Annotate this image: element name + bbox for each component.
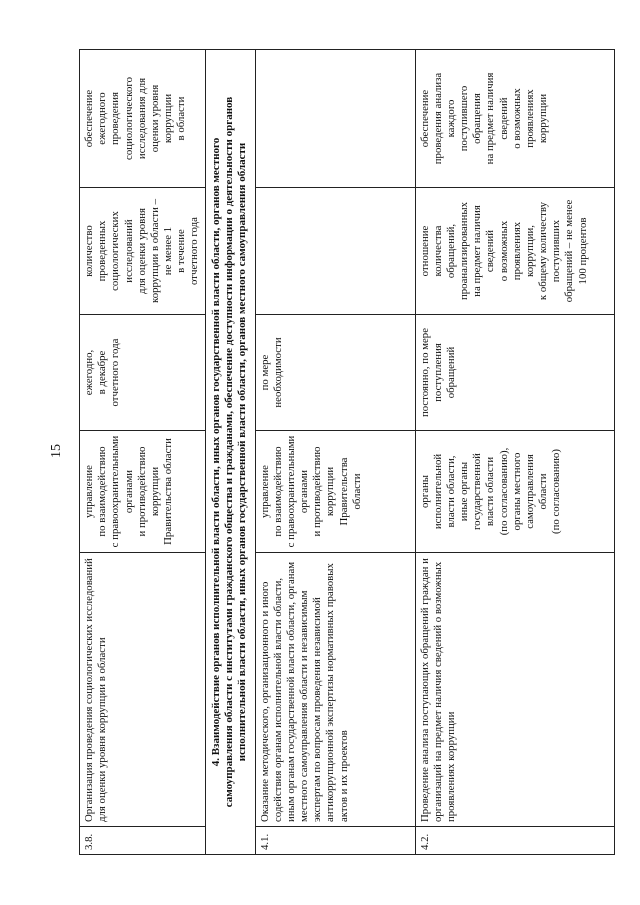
- deadline-cell: по мере необходимости: [255, 315, 415, 431]
- result-cell: [255, 50, 415, 188]
- table-row-3-8: [80, 50, 206, 855]
- deadline-cell: постоянно, по мере поступления обращений: [415, 315, 614, 431]
- measures-table: [79, 49, 615, 855]
- executor-cell: управление по взаимодействию с правоохранительными органами и противодействию коррупции Правительства области: [255, 431, 415, 553]
- measure-text: Организация проведения социологических исследований для оценки уровня коррупции в области: [80, 553, 206, 827]
- measure-text: Проведение анализа поступающих обращений граждан и организаций на предмет наличия сведений о возможных проявлениях коррупции: [415, 553, 614, 827]
- table-row-4-1: [255, 50, 415, 855]
- deadline-cell: ежегодно, в декабре отчетного года: [80, 315, 206, 431]
- row-number: 3.8.: [80, 827, 206, 855]
- result-cell: обеспечение проведения анализа каждого поступившего обращения на предмет наличия сведений о возможных проявлениях коррупции: [415, 50, 614, 188]
- row-number: 4.2.: [415, 827, 614, 855]
- executor-cell: управление по взаимодействию с правоохранительными органами и противодействию коррупции Правительства области: [80, 431, 206, 553]
- indicator-cell: количество проведенных социологических исследований для оценки уровня коррупции в области – не менее 1 в течение отчетного года: [80, 188, 206, 315]
- page-number: 15: [49, 444, 64, 458]
- measure-text: Оказание методического, организационного и иного содействия органам исполнительной власти области, иным органам государственной власти области, органам местного самоуправления области и независимым экспертам по вопросам проведения независимой антикоррупционной экспертизы нормативных правовых актов и их проектов: [255, 553, 415, 827]
- executor-cell: органы исполнительной власти области, иные органы государственной власти области (по согласованию), органы местного самоуправления области (по согласованию): [415, 431, 614, 553]
- indicator-cell: [255, 188, 415, 315]
- result-cell: обеспечение ежегодного проведения социологического исследования для оценки уровня коррупции в области: [80, 50, 206, 188]
- section-title: 4. Взаимодействие органов исполнительной власти области, иных органов государственной власти области, органов местного самоуправления области с институтами гражданского общества и гражданами, обеспечение доступности информации о деятельности органов исполнительной власти области, иных органов государственной власти области, органов местного самоуправления области: [205, 50, 255, 855]
- section-4-header: [205, 50, 255, 855]
- row-number: 4.1.: [255, 827, 415, 855]
- rotated-table-wrapper: [79, 50, 606, 855]
- table-row-4-2: [415, 50, 614, 855]
- indicator-cell: отношение количества обращений, проанализированных на предмет наличия сведений о возможных проявлениях коррупции, к общему количеству поступивших обращений – не менее 100 процентов: [415, 188, 614, 315]
